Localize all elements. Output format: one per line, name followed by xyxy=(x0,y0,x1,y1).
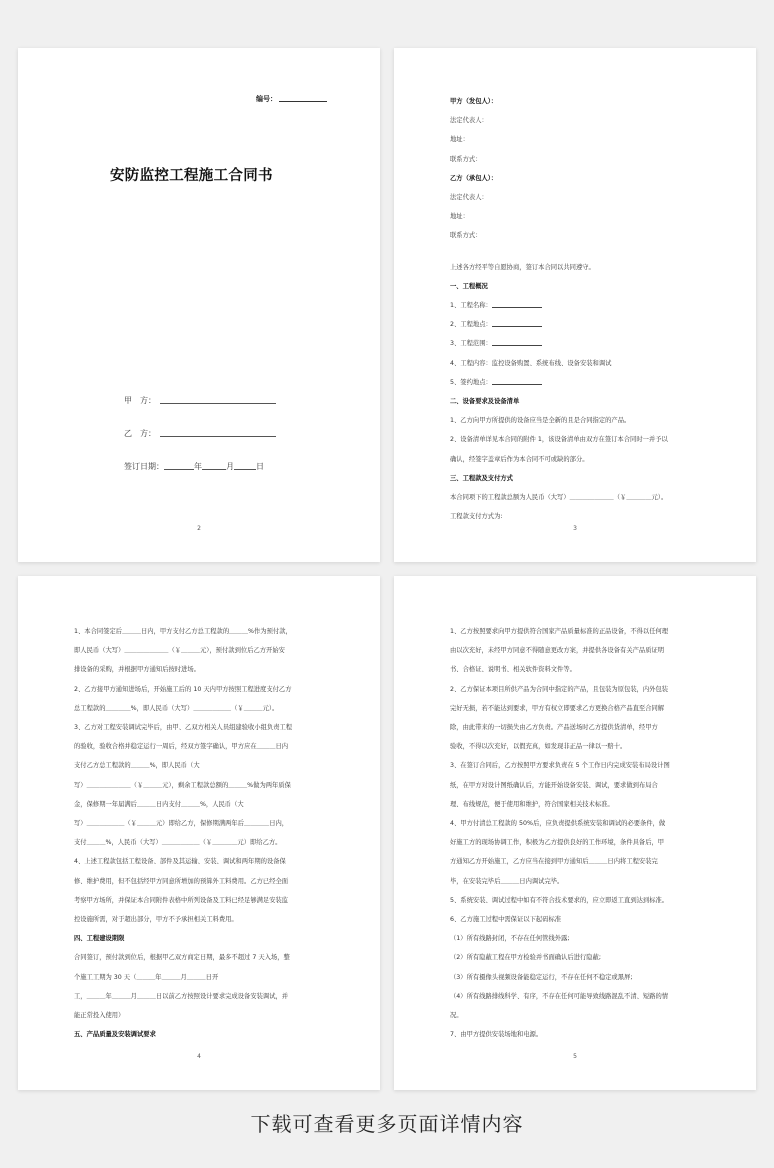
document-title: 安防监控工程施工合同书 xyxy=(110,167,273,184)
text-line: 地址： xyxy=(450,213,469,221)
text-line: 即人民币（大写）＿＿＿＿＿＿＿（￥＿＿＿元），预付款到位后乙方开始安 xyxy=(74,647,285,655)
month-blank xyxy=(202,469,226,470)
section-heading: 五、产品质量及安装调试要求 xyxy=(74,1031,156,1039)
field-label: 1、工程名称： xyxy=(450,302,492,310)
text-line: 支付＿＿＿%，人民币（大写）＿＿＿＿＿＿（￥＿＿＿＿元）即给乙方。 xyxy=(74,839,282,847)
text-line: 写）＿＿＿＿＿＿＿（￥＿＿＿元），剩余工程款总额的＿＿＿%做为两年质保 xyxy=(74,781,291,789)
text-line: 5、系统安装、调试过程中如有不符合技术要求的，应立即返工直到达到标准。 xyxy=(450,896,669,904)
text-line: 法定代表人： xyxy=(450,117,488,125)
signing-date-row xyxy=(124,461,264,472)
text-line: 工程款支付方式为: xyxy=(450,513,503,521)
text-line xyxy=(450,315,700,334)
text-line: 理、布线规范，便于使用和维护，符合国家相关技术标准。 xyxy=(450,800,614,808)
page-number: 4 xyxy=(197,1053,201,1060)
page-payment-terms xyxy=(18,576,380,1090)
text-line: 纸，在甲方对设计图纸确认后，方能开始设备安装、调试，要求做到布局合 xyxy=(450,781,658,789)
text-line: 排设备的采购，并根据甲方通知后按时进场。 xyxy=(74,666,200,674)
text-line: （3）所有摄像头视频设备能稳定运行，不存在任何不稳定或黑屏; xyxy=(450,973,633,981)
text-line: 7、由甲方提供安装场地和电源。 xyxy=(450,1031,543,1039)
field-label: 5、签约地点： xyxy=(450,378,492,386)
text-line: 6、乙方施工过程中需保证以下起码标准 xyxy=(450,916,562,924)
text-line: 个施工工期为 30 天（＿＿＿年＿＿＿月＿＿＿日开 xyxy=(74,973,219,981)
text-line: 地址： xyxy=(450,136,469,144)
field-label: 3、工程范围： xyxy=(450,340,492,348)
field-blank xyxy=(492,307,542,308)
text-line: 完好无损，若不能达到要求，甲方有权立即要求乙方更换合格产品直至合同解 xyxy=(450,704,665,712)
text-line xyxy=(450,373,700,392)
date-label: 签订日期： xyxy=(124,462,164,471)
page-cover xyxy=(18,48,380,562)
field-blank xyxy=(492,384,542,385)
text-line: 写）＿＿＿＿＿＿（￥＿＿＿元）即给乙方，保修期满两年后＿＿＿＿日内， xyxy=(74,820,289,828)
text-line: 4、工程内容：监控设备购置、系统布线、设备安装和调试 xyxy=(450,359,612,367)
serial-blank xyxy=(279,101,327,102)
party-a-blank xyxy=(160,403,276,404)
party-a-label: 甲 方： xyxy=(124,396,156,405)
text-line: 好施工方的现场协调工作，积极为乙方提供良好的工作环境，条件具备后，甲 xyxy=(450,839,665,847)
text-line: 书、合格证、说明书、相关软件资料文件等。 xyxy=(450,666,576,674)
text-line: 1、乙方按照要求向甲方提供符合国家产品质量标准的正品设备，不得以任何理 xyxy=(450,628,669,635)
text-line: 4、甲方付清总工程款的 50%后，应负责提供系统安装和调试的必要条件，做 xyxy=(450,820,666,828)
text-line: 确认，经签字盖章后作为本合同不可或缺的部分。 xyxy=(450,455,589,463)
text-line: 2、乙方保证本项目所供产品为合同中指定的产品，且包装为原包装，内外包装 xyxy=(450,685,669,693)
page-4-body xyxy=(450,622,700,1044)
text-line: 2、设备清单详见本合同的附件 1，该设备清单由双方在签订本合同时一并予以 xyxy=(450,436,668,444)
text-line: （4）所有线路排线科学、有序，不存在任何可能导致线路混乱不清、短路的情 xyxy=(450,992,669,1000)
text-line: 由以次充好，未经甲方同意不得随意更改方案，并提供各设备有关产品质证明 xyxy=(450,647,665,655)
text-line: 修、维护费用，但不包括经甲方同意所增加的预算外工料费用。乙方已经全面 xyxy=(74,877,289,885)
page-2-body xyxy=(450,92,700,526)
text-line: 甲方（发包人）： xyxy=(450,98,498,105)
serial-label: 编号： xyxy=(256,95,277,103)
day-blank xyxy=(234,469,256,470)
text-line: 上述各方经平等自愿协商，签订本合同以共同遵守。 xyxy=(450,263,595,271)
text-line: 除，由此带来的一切损失由乙方负责。产品送场时乙方提供货清单，经甲方 xyxy=(450,724,658,732)
page-parties-and-overview xyxy=(394,48,756,562)
party-b-row xyxy=(124,428,276,439)
text-line: 4、上述工程款包括工程设备、部件及其运输、安装、调试和两年期的设备保 xyxy=(74,858,286,866)
year-blank xyxy=(164,469,194,470)
text-line: 能正常投入使用） xyxy=(74,1012,125,1020)
page-number: 2 xyxy=(197,525,201,532)
text-line: 3、在签订合同后，乙方按照甲方要求负责在 5 个工作日内完成安装布局设计图 xyxy=(450,762,670,770)
download-more-caption: 下载可查看更多页面详情内容 xyxy=(250,1112,524,1136)
text-line: 法定代表人： xyxy=(450,194,488,202)
section-heading: 二、设备要求及设备清单 xyxy=(450,398,520,406)
text-line: 况。 xyxy=(450,1012,463,1020)
text-line: 本合同项下的工程款总额为人民币（大写）＿＿＿＿＿＿＿（￥＿＿＿＿元）。 xyxy=(450,494,668,502)
text-line: （1）所有线路封闭，不存在任何管线外露; xyxy=(450,935,570,943)
field-blank xyxy=(492,326,542,327)
text-line: 工，＿＿＿年＿＿＿月＿＿＿日以前乙方按照设计要求完成设备安装调试，并 xyxy=(74,992,289,1000)
text-line: 验收，不得以次充好，以假充真，如发现非正品一律以一赔十。 xyxy=(450,743,627,751)
text-line xyxy=(450,334,700,353)
section-heading: 三、工程款及支付方式 xyxy=(450,474,513,482)
text-line xyxy=(450,246,700,258)
text-line: 联系方式： xyxy=(450,232,482,240)
text-line: 总工程款的＿＿＿＿%，即人民币（大写）＿＿＿＿＿＿（￥＿＿＿元）。 xyxy=(74,704,279,712)
party-b-blank xyxy=(160,436,276,437)
section-heading: 四、工程建设期限 xyxy=(74,935,125,943)
text-line: （2）所有隐蔽工程在甲方检验并书面确认后进行隐蔽; xyxy=(450,954,601,962)
section-heading: 一、工程概况 xyxy=(450,282,488,290)
text-line: 考察甲方场所，并保证本合同附件表格中所列设备及工料已经足够满足安装监 xyxy=(74,896,289,904)
day-label: 日 xyxy=(256,462,264,471)
text-line: 支付乙方总工程款的＿＿＿%，即人民币（大 xyxy=(74,762,200,770)
year-label: 年 xyxy=(194,462,202,471)
serial-number-field xyxy=(256,94,327,104)
text-line: 合同签订，预付款到位后，根据甲乙双方商定日期，最多不超过 7 天入场，整 xyxy=(74,954,290,962)
field-blank xyxy=(492,345,542,346)
party-a-row xyxy=(124,395,276,406)
page-quality-requirements xyxy=(394,576,756,1090)
page-3-body xyxy=(74,622,324,1044)
text-line: 1、乙方向甲方所提供的设备应当是全新的且是合同指定的产品。 xyxy=(450,417,631,425)
text-line: 3、乙方对工程安装调试完毕后，由甲、乙双方相关人员组建验收小组负责工程 xyxy=(74,724,293,732)
text-line: 的验收，验收合格并稳定运行一周后，经双方签字确认，甲方应在＿＿＿日内 xyxy=(74,743,289,751)
page-number: 5 xyxy=(573,1053,577,1060)
text-line: 1、本合同签定后＿＿＿日内，甲方支付乙方总工程款的＿＿＿%作为预付款， xyxy=(74,628,292,635)
text-line: 乙方（承包人）： xyxy=(450,174,498,182)
page-number: 3 xyxy=(573,525,577,532)
text-line: 2、乙方接甲方通知进场后，开始施工后的 10 天内甲方按照工程进度支付乙方 xyxy=(74,685,292,693)
text-line: 方通知乙方开始施工，乙方应当在接到甲方通知后＿＿＿日内将工程安装完 xyxy=(450,858,658,866)
text-line: 毕，在安装完毕后＿＿＿日内调试完毕。 xyxy=(450,877,564,885)
text-line: 联系方式： xyxy=(450,155,482,163)
text-line: 金，保修期一年届满后＿＿＿日内支付＿＿＿%，人民币（大 xyxy=(74,800,244,808)
text-line: 控设施所需，对于超出部分，甲方不予承担相关工料费用。 xyxy=(74,916,238,924)
month-label: 月 xyxy=(226,462,234,471)
party-b-label: 乙 方： xyxy=(124,429,156,438)
field-label: 2、工程地点： xyxy=(450,321,492,329)
text-line xyxy=(450,296,700,315)
